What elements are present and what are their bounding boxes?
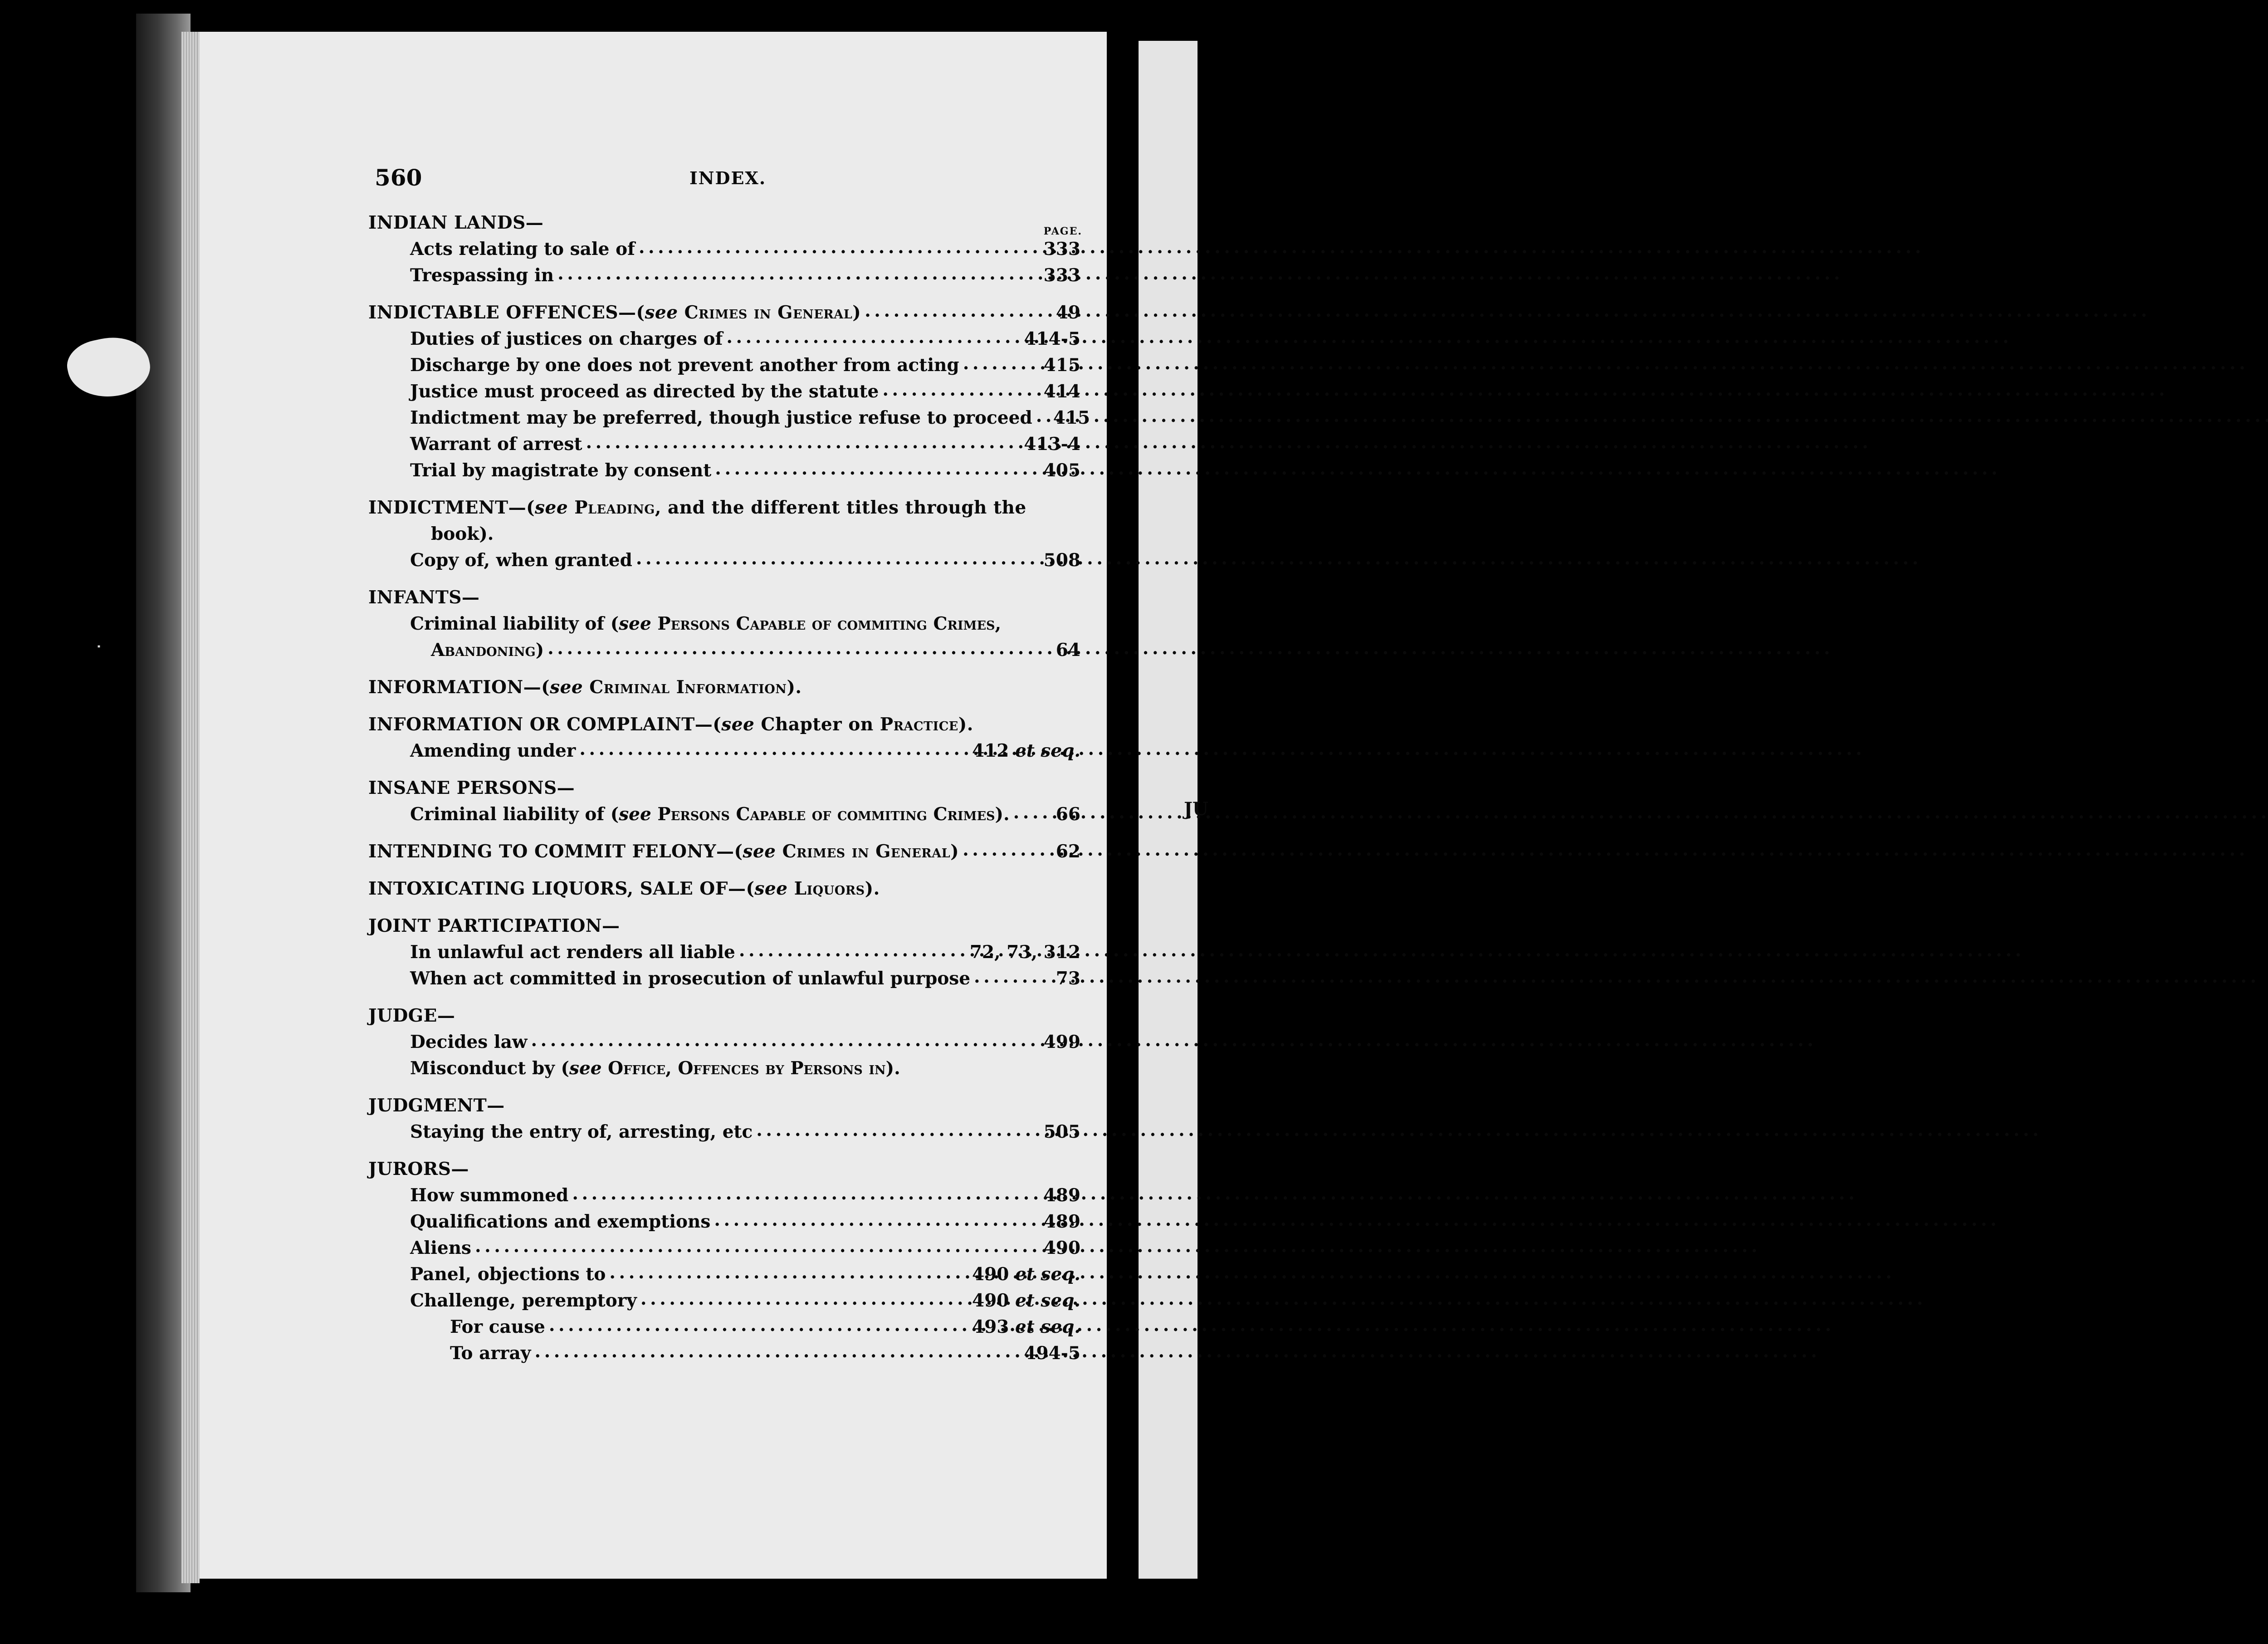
dot-leader (756, 1117, 1040, 1143)
entry-heading: INFORMATION OR COMPLAINT—(see Chapter on Practice). (368, 714, 973, 735)
sub-entry: Staying the entry of, arresting, etc . . . 505 (368, 1119, 1080, 1145)
page-number: 560 (375, 164, 422, 191)
page-ref: 415 (1053, 407, 1090, 428)
page-ref: 490 et seq. (972, 1290, 1080, 1311)
facing-page-fragment: JU (1184, 798, 1208, 820)
page-column-label: PAGE. (1043, 225, 1082, 237)
page-ref: 72, 73, 312 (969, 942, 1080, 963)
sub-sub-entry: For cause . . . 493 et seq. (368, 1314, 1080, 1340)
dot-leader (557, 260, 1040, 287)
dot-leader (549, 1312, 968, 1338)
sub-entry: Qualifications and exemptions . . . 489 (368, 1209, 1080, 1235)
sub-entry: Decides law . . . 499 (368, 1029, 1080, 1055)
index-entry (368, 210, 1080, 289)
sub-entry: Trial by magistrate by consent . . . 405 (368, 457, 1080, 484)
page-ref: 489 (1043, 1211, 1080, 1232)
page-ref: 414 (1043, 381, 1080, 402)
page-ref: 333 (1043, 265, 1080, 286)
dot-leader (1036, 403, 1050, 429)
page-ref: 490 (1043, 1238, 1080, 1258)
dot-leader (586, 429, 1021, 455)
dot-leader (572, 1180, 1040, 1207)
page-ref: 414-5 (1024, 328, 1080, 349)
sub-entry: Trespassing in . . . 333 (368, 262, 1080, 289)
sub-entry: Amending under . . . 412 et seq. (368, 738, 1080, 764)
dot-leader (714, 1207, 1040, 1233)
sub-entry: Indictment may be preferred, though justice refuse to proceed . . . 415 (368, 405, 1080, 431)
sub-entry: Copy of, when granted . . . 508 (368, 547, 1080, 573)
page-ref: 49 (1056, 302, 1080, 323)
page-ref: 489 (1043, 1185, 1080, 1206)
sub-entry: When act committed in prosecution of unlawful purpose . . . 73 (368, 965, 1080, 992)
entry-heading: INFANTS— (368, 587, 480, 608)
page-ref: 505 (1043, 1121, 1080, 1142)
sub-entry: Criminal liability of (see Persons Capable of commiting Crimes, Abandoning) . . . 64 (368, 611, 1080, 663)
index-entry (368, 913, 1080, 992)
dot-leader (726, 324, 1020, 350)
sub-entry: Acts relating to sale of . . . 333 (368, 236, 1080, 262)
entry-heading: INSANE PERSONS— (368, 778, 575, 798)
entry-heading: INFORMATION—(see Criminal Information). (368, 677, 802, 698)
page-ref: 405 (1043, 460, 1080, 481)
dot-leader (534, 1338, 1020, 1365)
dot-leader (547, 635, 1052, 661)
page-ref: 64 (1056, 640, 1080, 661)
sub-entry: In unlawful act renders all liable . . . 72, 73, 312 (368, 939, 1080, 965)
dot-leader (963, 350, 1040, 377)
page-ref: 490 et seq. (972, 1264, 1080, 1285)
page-ref: 62 (1056, 841, 1080, 862)
dot-leader (609, 1259, 968, 1286)
page-ref: 73 (1056, 968, 1080, 989)
dot-leader (865, 298, 1052, 324)
sub-entry: Discharge by one does not prevent another from acting . . . 415 (368, 352, 1080, 378)
page-ref: 493 et seq. (972, 1316, 1080, 1337)
page-ref: 499 (1043, 1032, 1080, 1052)
sub-entry: Misconduct by (see Office, Offences by Persons in). (410, 1058, 900, 1079)
entry-heading-continued: book). (431, 524, 494, 544)
sub-entry: Justice must proceed as directed by the statute . . . 414 (368, 378, 1080, 405)
running-title: INDEX. (689, 168, 767, 188)
dot-leader (974, 964, 1052, 990)
entry-heading: INDICTMENT—(see Pleading, and the different titles through the (368, 497, 1026, 518)
dot-leader (636, 545, 1040, 572)
entry-heading: INTENDING TO COMMIT FELONY—(see Crimes in General) . . . 62 (368, 838, 1080, 865)
sub-entry: Criminal liability of (see Persons Capable of commiting Crimes). . . . 66 (368, 801, 1080, 827)
dot-leader (475, 1233, 1040, 1259)
sub-entry: Aliens . . . 490 (368, 1235, 1080, 1261)
dot-leader (531, 1027, 1040, 1053)
entry-heading: JOINT PARTICIPATION— (368, 915, 620, 936)
entry-heading: JUDGE— (368, 1005, 455, 1026)
page-ref: 412 et seq. (972, 740, 1080, 761)
dot-leader (579, 736, 968, 762)
entry-heading: JURORS— (368, 1159, 469, 1179)
page-edges (181, 32, 200, 1583)
entry-heading: INDIAN LANDS— (368, 212, 544, 233)
sub-entry: Panel, objections to . . . 490 et seq. (368, 1261, 1080, 1287)
page-ref: 66 (1056, 804, 1080, 825)
dot-leader (1013, 799, 1052, 826)
page-ref: 508 (1043, 550, 1080, 571)
index-entry (368, 674, 1080, 700)
dot-leader (963, 837, 1052, 863)
dot-leader (639, 234, 1040, 260)
entry-heading: JUDGMENT— (368, 1095, 505, 1116)
page-ref: 494-5 (1024, 1343, 1080, 1364)
index-entry (368, 711, 1080, 764)
page-ref: 415 (1043, 355, 1080, 376)
dot-leader (739, 937, 966, 964)
sub-entry: Duties of justices on charges of . . . 414-5 (368, 326, 1080, 352)
index-entry (368, 1156, 1080, 1366)
index-entry (368, 584, 1080, 663)
index-entry (368, 775, 1080, 827)
dot-leader (640, 1286, 968, 1312)
page-ref: 413-4 (1024, 434, 1080, 455)
sub-sub-entry: To array . . . 494-5 (368, 1340, 1080, 1366)
index-entry (368, 1092, 1080, 1145)
index-entry (368, 838, 1080, 865)
entry-heading: INDICTABLE OFFENCES—(see Crimes in General) . . . 49 (368, 299, 1080, 326)
page-ref: 333 (1043, 239, 1080, 259)
index-entry (368, 299, 1090, 484)
spine-library-label: · (92, 644, 105, 650)
index-entry (368, 876, 1080, 902)
sub-entry: How summoned . . . 489 (368, 1182, 1080, 1209)
sub-entry: Warrant of arrest . . . 413-4 (368, 431, 1080, 457)
index-entry (368, 494, 1080, 573)
sub-entry: Challenge, peremptory . . . 490 et seq. (368, 1287, 1080, 1314)
entry-heading: INTOXICATING LIQUORS, SALE OF—(see Liquors). (368, 878, 880, 899)
dot-leader (715, 455, 1040, 482)
dot-leader (882, 377, 1040, 403)
index-entry (368, 1003, 1080, 1081)
index-list (368, 210, 1090, 1366)
